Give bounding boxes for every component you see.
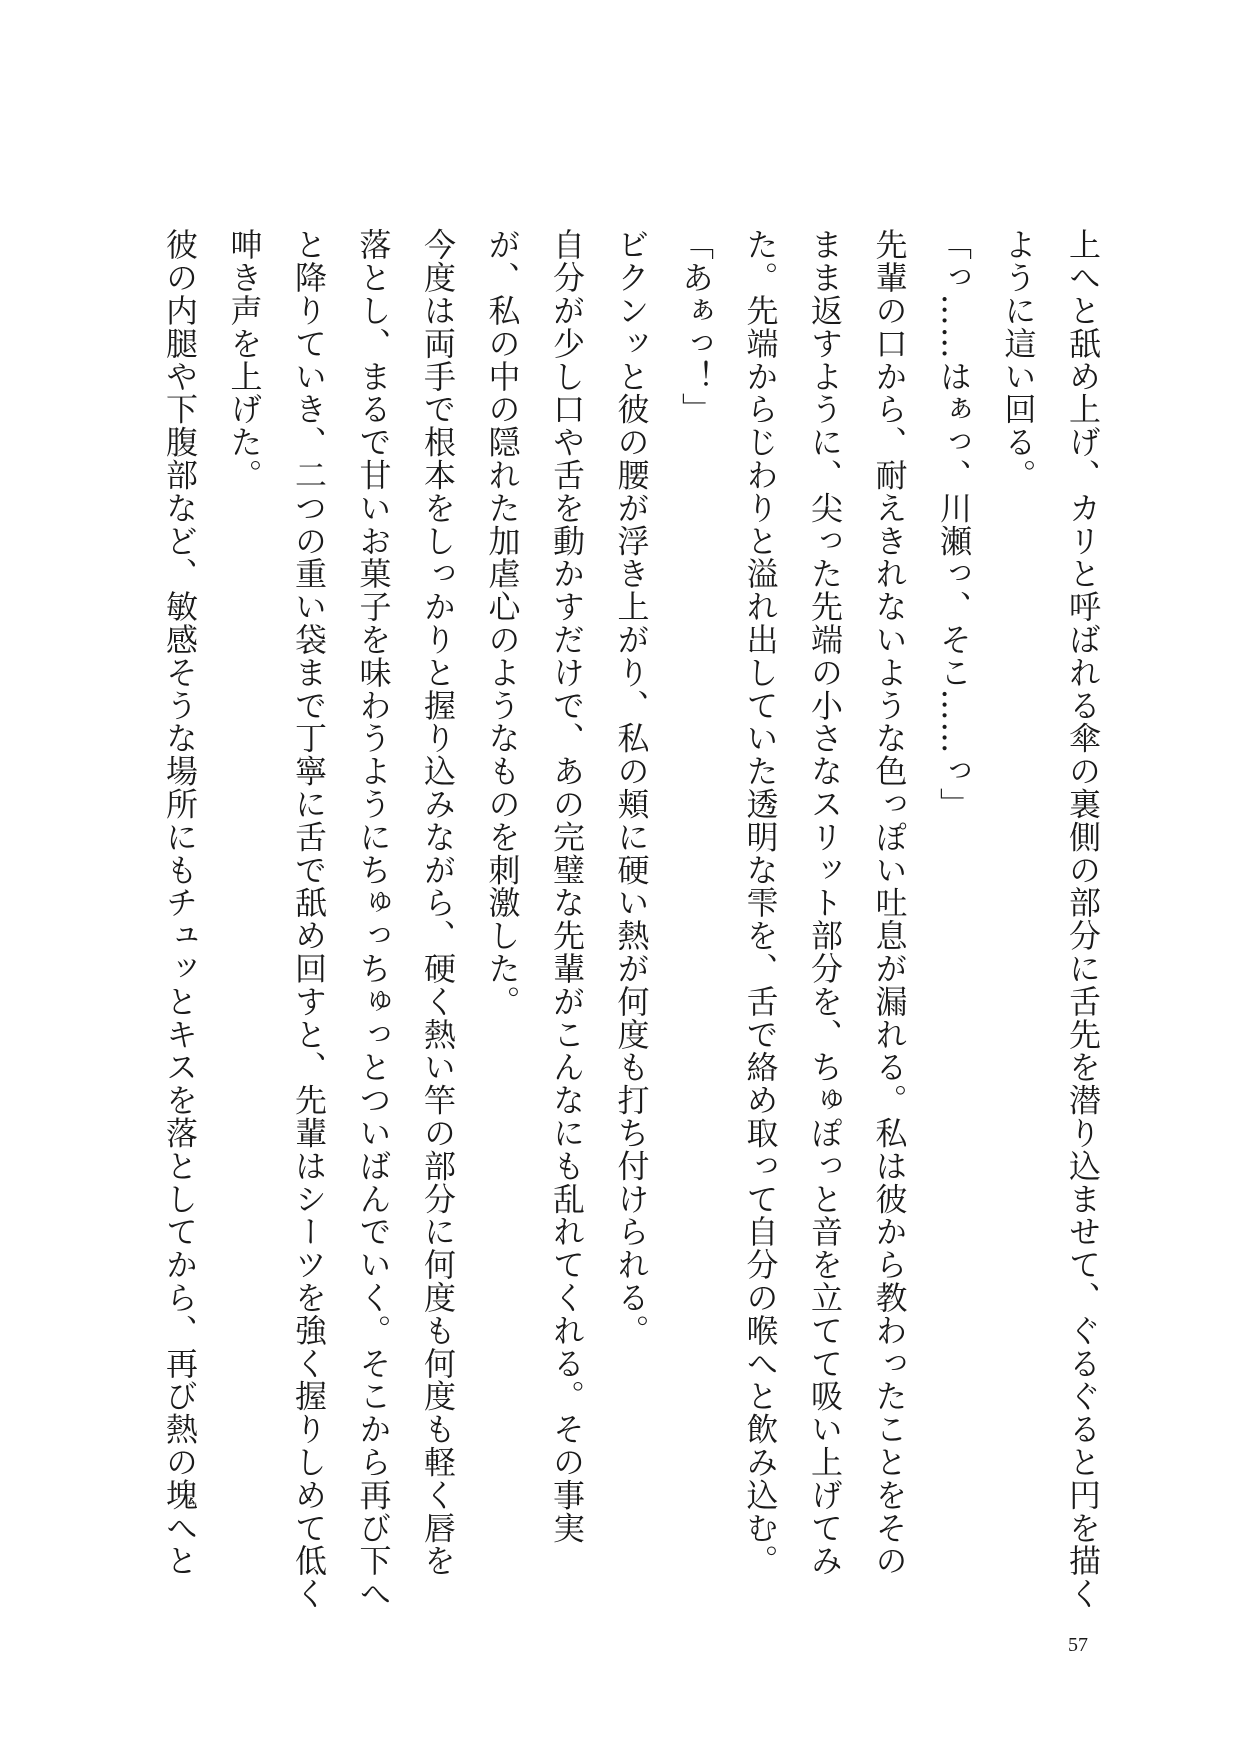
text-line: 「っ……はぁっ、川瀬っ、そこ……っ」 [935,228,973,821]
page-number: 57 [1068,1634,1088,1656]
text-line: まま返すように、尖った先端の小さなスリット部分を、ちゅぽっと音を立てて吸い上げてみ [806,228,844,1577]
text-line: 先輩の口から、耐えきれないような色っぽい吐息が漏れる。私は彼から教わったことをその [870,228,909,1577]
text-line: 上へと舐め上げ、カリと呼ばれる傘の裏側の部分に舌先を潜り込ませて、ぐるぐると円を描く [1064,228,1102,1610]
text-line: ビクンッと彼の腰が浮き上がり、私の頬に硬い熱が何度も打ち付けられる。 [612,228,651,1347]
text-line: 今度は両手で根本をしっかりと握り込みながら、硬く熱い竿の部分に何度も何度も軽く唇を [419,228,457,1577]
text-line: が、私の中の隠れた加虐心のようなものを刺激した。 [483,228,522,1018]
text-line: と降りていき、二つの重い袋まで丁寧に舌で舐め回すと、先輩はシーツを強く握りしめて低く [290,228,328,1610]
body-text [148,228,1116,1628]
text-line: 落とし、まるで甘いお菓子を味わうようにちゅっちゅっとついばんでいく。そこから再び下へ [354,228,393,1610]
text-line: た。先端からじわりと溢れ出していた透明な雫を、舌で絡め取って自分の喉へと飲み込む。 [741,228,780,1577]
text-line: 呻き声を上げた。 [225,228,264,492]
text-line: 彼の内腿や下腹部など、敏感そうな場所にもチュッとキスを落としてから、再び熱の塊へと [161,228,199,1577]
text-line: ように這い回る。 [999,228,1038,492]
text-line: 自分が少し口や舌を動かすだけで、あの完璧な先輩がこんなにも乱れてくれる。その事実 [548,228,586,1544]
text-line: 「あぁっ！」 [677,228,715,426]
